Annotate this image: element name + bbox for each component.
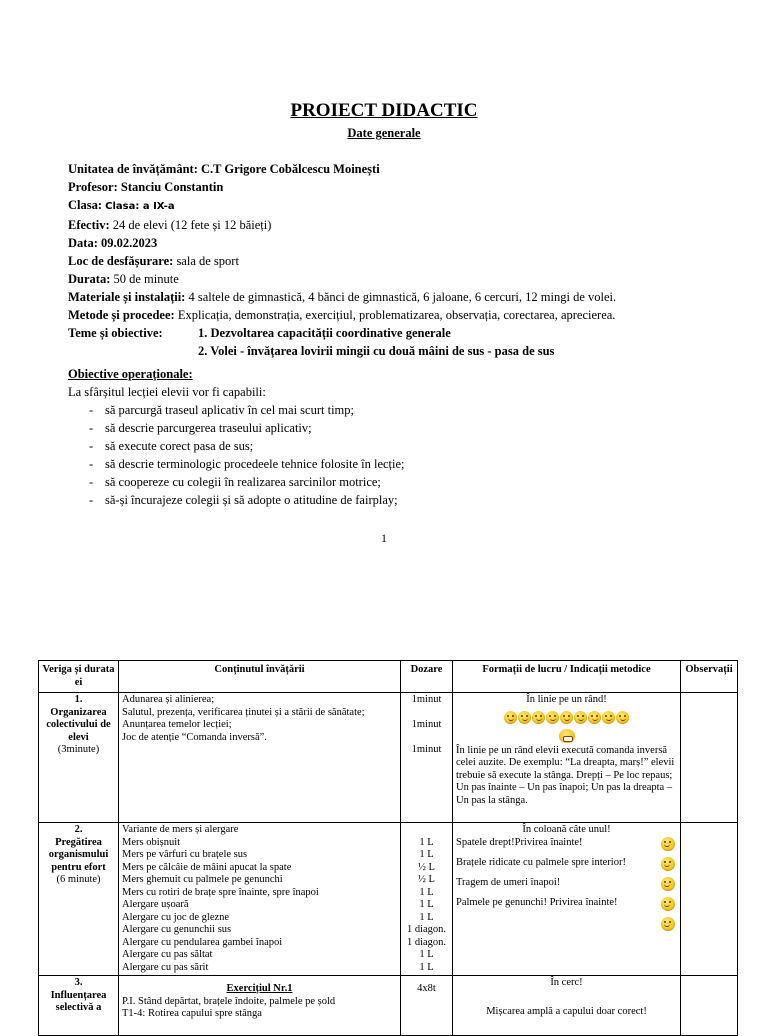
smiley-icon (661, 857, 675, 871)
smiley-row-icon (456, 711, 677, 727)
smiley-icon (518, 711, 531, 724)
observations-cell (681, 693, 738, 823)
objectives-intro: La sfârșitul lecției elevii vor fi capabili: (68, 385, 266, 399)
smiley-icon (661, 877, 675, 891)
smiley-icon (661, 917, 675, 931)
objective-item: - să coopereze cu colegii în realizarea sarcinilor motrice; (68, 473, 708, 491)
formation-cell: În cerc! Mișcarea amplă a capului doar corect! (453, 976, 681, 1036)
objective-item: - să parcurgă traseul aplicativ în cel mai scurt timp; (68, 401, 708, 419)
table-row (39, 976, 738, 1036)
content-cell: Variante de mers și alergare Mers obișnuit Mers pe vârfuri cu brațele sus Mers pe călcâie de mâini apucat la spate Mers ghemuit cu palmele pe genunchi Mers cu rotiri de brațe spre înainte, spre înapoi Alergare ușoară Alergare cu joc de glezne Alergare cu genunchii sus Alergare cu pendularea gambei înapoi Alergare cu pas săltat Alergare cu pas sărit (119, 823, 401, 976)
info-metode: Metode și procedee: Explicația, demonstrația, exercițiul, problematizarea, observația, corectarea, aprecierea. (68, 308, 616, 322)
stage-cell: 2. Pregătirea organismului pentru efort (6 minute) (39, 823, 119, 976)
header-dozare: Dozare (401, 661, 453, 693)
observations-cell (681, 976, 738, 1036)
info-tema-2: 2. Volei - învățarea lovirii mingii cu două mâini de sus - pasa de sus (198, 344, 555, 358)
smiley-icon (616, 711, 629, 724)
general-info (68, 160, 708, 509)
objective-item: - să-și încurajeze colegii și să adopte o atitudine de fairplay; (68, 491, 708, 509)
table-row (39, 823, 738, 976)
document-subtitle: Date generale (347, 126, 421, 140)
smiley-icon (560, 711, 573, 724)
smiley-icon (661, 897, 675, 911)
info-unitatea: Unitatea de învățământ: C.T Grigore Cobălcescu Moinești (68, 162, 380, 176)
formation-cell: În linie pe un rând! În linie pe un rând elevii execută comanda inversă celei auzite. De exemplu: “La dreapta, marș!” elevii trebuie să execute la stânga. Drepți – Pe loc repaus; Un pas înainte – Un pas înapoi; Un pas la dreapta – Un pas la stânga. (453, 693, 681, 823)
table-row (39, 693, 738, 823)
smiley-icon (504, 711, 517, 724)
smiley-icon (602, 711, 615, 724)
content-cell: Adunarea și alinierea; Salutul, prezența, verificarea ținutei și a stării de sănătate; Anunțarea temelor lecției; Joc de atenție “Comanda inversă”. (119, 693, 401, 823)
info-durata: Durata: 50 de minute (68, 272, 179, 286)
dose-cell: 1minut 1minut 1minut (401, 693, 453, 823)
content-cell: Exercițiul Nr.1 P.I. Stând depărtat, brațele îndoite, palmele pe șold T1-4: Rotirea capului spre stânga (119, 976, 401, 1036)
table-header-row (39, 661, 738, 693)
header-observatii: Observații (681, 661, 738, 693)
objectives-list (68, 401, 708, 509)
info-loc: Loc de desfășurare: sala de sport (68, 254, 239, 268)
header-formatii: Formații de lucru / Indicații metodice (453, 661, 681, 693)
formation-cell: În coloană câte unul! Spatele drept!Privirea înainte! Brațele ridicate cu palmele spre interior! Tragem de umeri înapoi! Palmele pe genunchi! Privirea înainte! (453, 823, 681, 976)
info-profesor: Profesor: Stanciu Constantin (68, 180, 224, 194)
smiley-icon (574, 711, 587, 724)
info-clasa: Clasa: Clasa: a IX-a (68, 198, 175, 212)
header-continut: Conținutul învățării (119, 661, 401, 693)
stage-cell: 3. Influențarea selectivă a (39, 976, 119, 1036)
grimace-emoji-icon (559, 729, 575, 743)
objective-item: - să descrie parcurgerea traseului aplicativ; (68, 419, 708, 437)
page-number: 1 (381, 531, 387, 545)
dose-cell: 4x8t (401, 976, 453, 1036)
info-teme: Teme și obiective: 1. Dezvoltarea capacității coordinative generale (68, 326, 451, 340)
smiley-icon (588, 711, 601, 724)
objectives-heading: Obiective operaționale: (68, 367, 193, 381)
document-title: PROIECT DIDACTIC (290, 100, 478, 121)
smiley-icon (661, 837, 675, 851)
objective-item: - să descrie terminologic procedeele tehnice folosite în lecție; (68, 455, 708, 473)
info-materiale: Materiale și instalații: 4 saltele de gimnastică, 4 bănci de gimnastică, 6 jaloane, 6 cercuri, 12 mingi de volei. (68, 290, 617, 304)
info-efectiv: Efectiv: 24 de elevi (12 fete și 12 băieți) (68, 218, 272, 232)
info-data: Data: 09.02.2023 (68, 236, 158, 250)
objective-item: - să execute corect pasa de sus; (68, 437, 708, 455)
observations-cell (681, 823, 738, 976)
smiley-icon (546, 711, 559, 724)
dose-cell: 1 L 1 L ½ L ½ L 1 L 1 L 1 L 1 diagon. 1 diagon. 1 L 1 L (401, 823, 453, 976)
header-veriga: Veriga și durata ei (39, 661, 119, 693)
smiley-icon (532, 711, 545, 724)
lesson-plan-table (38, 660, 738, 1036)
stage-cell: 1. Organizarea colectivului de elevi (3minute) (39, 693, 119, 823)
